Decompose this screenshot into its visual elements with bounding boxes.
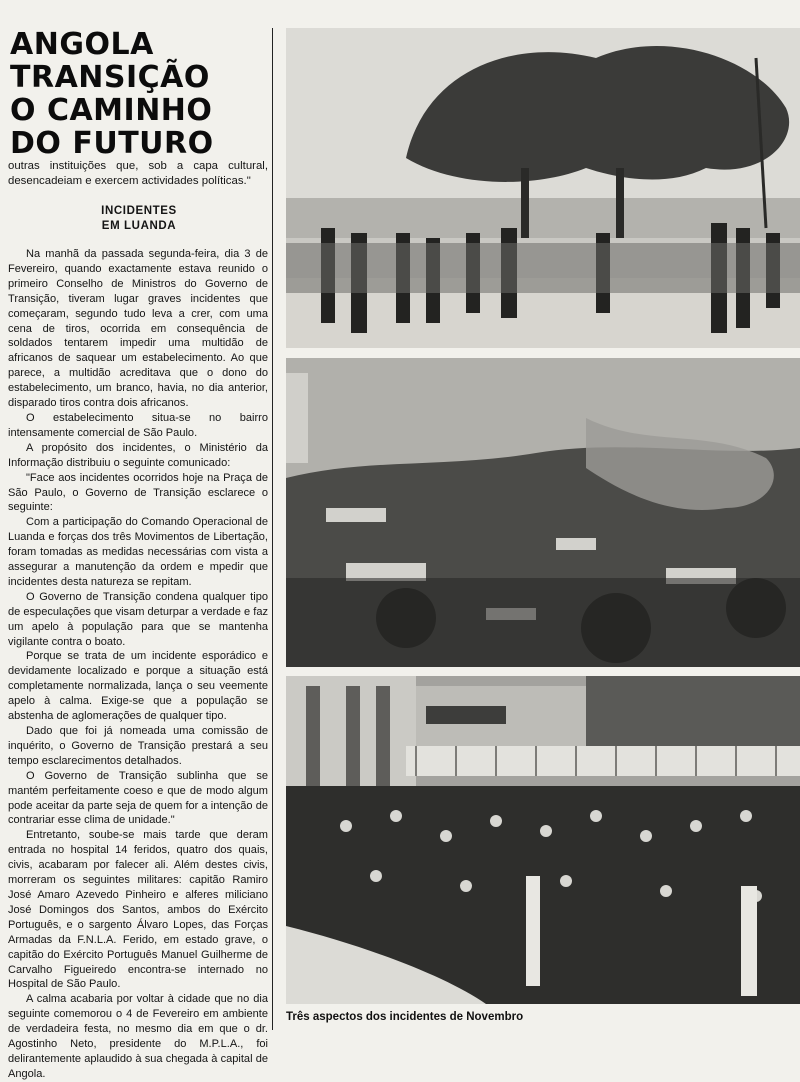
paragraph: A propósito dos incidentes, o Ministério da Informação distribuiu o seguinte comunicado: bbox=[8, 441, 268, 469]
intro-text: outras instituições que, sob a capa cultural, desencadeiam e exercem actividades políticas." bbox=[8, 160, 268, 187]
subhead-line-2: EM LUANDA bbox=[101, 220, 177, 232]
article-column bbox=[0, 0, 272, 1080]
photo-caption: Três aspectos dos incidentes de Novembro bbox=[286, 1011, 524, 1023]
section-subhead bbox=[10, 204, 268, 234]
headline-line-4: DO FUTURO bbox=[10, 126, 214, 161]
headline-line-2: TRANSIÇÃO bbox=[10, 60, 210, 95]
paragraph: O Governo de Transição sublinha que se mantém perfeitamente coeso e que de modo algum pode aceitar da parte seja de quem for a intenção de contrariar esse clima de unidade." bbox=[8, 769, 268, 827]
headline-line-1: ANGOLA bbox=[10, 27, 154, 62]
paragraph: Com a participação do Comando Operacional de Luanda e forças dos três Movimentos de Libertação, foram tomadas as medidas necessárias com vista a assegurar a manutenção da ordem e mpedir que incidentes desta natureza se repitam. bbox=[8, 516, 268, 588]
photo-shantytown-smoke bbox=[286, 358, 800, 667]
article-body bbox=[8, 247, 268, 1082]
photo-crowd-building bbox=[286, 676, 800, 1004]
photo-street-crowd bbox=[286, 28, 800, 348]
paragraph: Entretanto, soube-se mais tarde que deram entrada no hospital 14 feridos, quatro dos quais, civis, acabaram por falecer ali. Além destes civis, morreram os seguintes militares: capitão Ramiro José Amaro Azevedo Pinheiro e alferes miliciano José Domingos dos Santos, ambos do Exército Português, e o sargento Álvaro Lopes, das Forças Armadas da F.N.L.A. Ferido, em estado grave, o capitão do Exército Português Manuel Guilherme de Carvalho Figueiredo encontra-se internado no Hospital de São Paulo. bbox=[8, 829, 268, 991]
headline-line-3: O CAMINHO bbox=[10, 93, 213, 128]
paragraph: Na manhã da passada segunda-feira, dia 3 de Fevereiro, quando exactamente estava reunido o primeiro Conselho de Ministros do Governo de Transição, tiveram lugar graves incidentes que começaram, segundo tudo leva a crer, com uma cena de tiros, ocorrida em consequência de soldados tentarem impedir uma multidão de africanos de saquear um estabelecimento. Ao que parece, a multidão acreditava que o dono do estabelecimento, um branco, havia, no dia anterior, disparado tiros contra dois africanos. bbox=[8, 248, 268, 410]
paragraph: O Governo de Transição condena qualquer tipo de especulações que visam deturpar a verdade e faz um apelo à população para que se mantenha vigilante contra o boato. bbox=[8, 590, 268, 648]
paragraph: "Face aos incidentes ocorridos hoje na Praça de São Paulo, o Governo de Transição esclarece o seguinte: bbox=[8, 471, 268, 514]
paragraph: Porque se trata de um incidente esporádico e devidamente localizado e porque a situação está completamente normalizada, lança o seu veemente apelo à calma. Exige-se que a população se abstenha de aglomerações de qualquer tipo. bbox=[8, 650, 268, 723]
column-divider bbox=[272, 28, 273, 1030]
paragraph: A calma acabaria por voltar à cidade que no dia seguinte comemorou o 4 de Fevereiro em ambiente de verdadeira festa, no mesmo dia em que o dr. Agostinho Neto, presidente do M.P.L.A., foi delirantemente aplaudido à sua chegada à capital de Angola. bbox=[8, 993, 268, 1080]
subhead-line-1: INCIDENTES bbox=[101, 205, 177, 217]
paragraph: O estabelecimento situa-se no bairro intensamente comercial de São Paulo. bbox=[8, 411, 268, 439]
article-headline bbox=[10, 28, 265, 160]
paragraph: Dado que foi já nomeada uma comissão de inquérito, o Governo de Transição prestará a seu tempo esclarecimentos detalhados. bbox=[8, 725, 268, 767]
